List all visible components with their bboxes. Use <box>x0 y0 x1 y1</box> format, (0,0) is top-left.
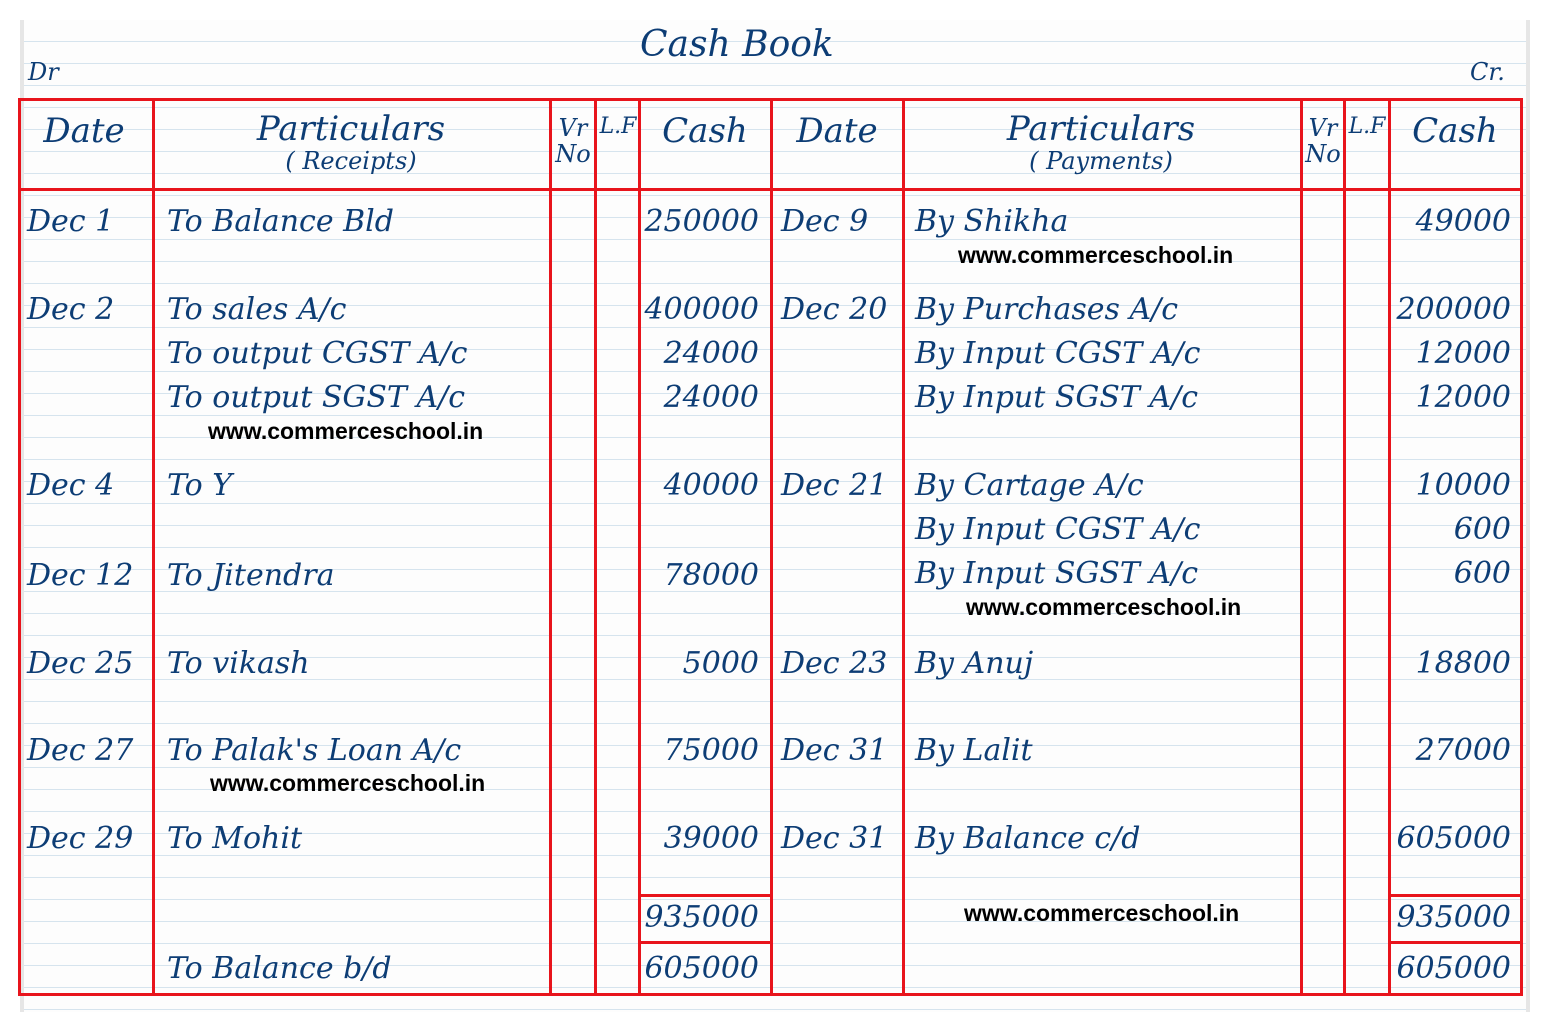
header-cash-cr: Cash <box>1412 111 1498 151</box>
receipt-cash: 40000 <box>663 468 759 503</box>
payment-particulars: By Lalit <box>915 733 1033 768</box>
page-title: Cash Book <box>640 24 834 65</box>
receipt-cash: 75000 <box>663 733 759 768</box>
payment-cash: 605000 <box>1396 821 1511 856</box>
rule-date-particulars <box>152 101 155 993</box>
payment-cash: 18800 <box>1415 646 1511 681</box>
payment-particulars: By Input SGST A/c <box>915 380 1199 415</box>
payment-date: Dec 31 <box>781 821 888 856</box>
header-rule <box>21 188 1520 191</box>
payment-particulars: By Purchases A/c <box>915 292 1179 327</box>
payment-cash: 600 <box>1453 556 1511 591</box>
payment-cash: 12000 <box>1415 336 1511 371</box>
receipt-cash: 78000 <box>663 558 759 593</box>
header-payments-label: ( Payments) <box>1029 147 1173 176</box>
payment-particulars: By Anuj <box>915 646 1034 681</box>
watermark: www.commerceschool.in <box>964 900 1240 926</box>
payment-particulars: By Input SGST A/c <box>915 556 1199 591</box>
header-particulars-cr <box>911 111 1291 175</box>
receipt-cash: 400000 <box>644 292 759 327</box>
header-vr-label: Vr <box>558 114 588 142</box>
receipt-total: 935000 <box>644 900 759 935</box>
closing-particulars: To Balance b/d <box>167 951 392 986</box>
total-rule-top-dr <box>638 894 773 897</box>
header-date-cr: Date <box>796 111 878 151</box>
receipt-date: Dec 25 <box>27 646 134 681</box>
payment-cash: 12000 <box>1415 380 1511 415</box>
header-lf-dr: L.F <box>599 114 637 139</box>
header-particulars-label: Particulars <box>256 109 446 149</box>
payment-particulars: By Shikha <box>915 204 1069 239</box>
header-no-label: No <box>555 140 591 169</box>
payment-total: 935000 <box>1396 900 1511 935</box>
header-vrno-cr <box>1303 115 1343 168</box>
receipt-particulars: To Jitendra <box>167 558 335 593</box>
receipt-cash: 24000 <box>663 380 759 415</box>
payment-particulars: By Input CGST A/c <box>915 512 1201 547</box>
rule-particulars-vr <box>549 101 552 993</box>
closing-receipt-cash: 605000 <box>644 951 759 986</box>
cash-book-table <box>18 98 1523 996</box>
receipt-cash: 250000 <box>644 204 759 239</box>
receipt-date: Dec 4 <box>27 468 115 503</box>
watermark: www.commerceschool.in <box>210 770 486 796</box>
receipt-date: Dec 12 <box>27 558 134 593</box>
header-date-dr: Date <box>43 111 125 151</box>
receipt-date: Dec 29 <box>27 821 134 856</box>
rule-vr-lf-cr <box>1343 101 1346 993</box>
receipt-date: Dec 2 <box>27 292 115 327</box>
rule-vr-lf <box>594 101 597 993</box>
credit-marker: Cr. <box>1470 58 1505 86</box>
receipt-particulars: To sales A/c <box>167 292 347 327</box>
receipt-particulars: To vikash <box>167 646 310 681</box>
rule-center <box>770 101 773 993</box>
receipt-cash: 5000 <box>682 646 759 681</box>
header-particulars-dr <box>161 111 541 175</box>
payment-cash: 200000 <box>1396 292 1511 327</box>
payment-date: Dec 9 <box>781 204 869 239</box>
header-cash-dr: Cash <box>662 111 748 151</box>
debit-marker: Dr <box>28 58 59 86</box>
rule-particulars-vr-cr <box>1300 101 1303 993</box>
payment-particulars: By Input CGST A/c <box>915 336 1201 371</box>
receipt-particulars: To Y <box>167 468 233 503</box>
total-rule-bottom-dr <box>638 941 773 944</box>
rule-date-particulars-cr <box>902 101 905 993</box>
header-vrno-dr <box>552 115 594 168</box>
receipt-date: Dec 27 <box>27 733 134 768</box>
receipt-particulars: To Balance Bld <box>167 204 394 239</box>
closing-payment-cash: 605000 <box>1396 951 1511 986</box>
receipt-date: Dec 1 <box>27 204 115 239</box>
total-rule-top-cr <box>1388 894 1520 897</box>
watermark: www.commerceschool.in <box>958 242 1234 268</box>
payment-cash: 10000 <box>1415 468 1511 503</box>
rule-lf-cash-cr <box>1388 101 1391 993</box>
receipt-particulars: To Palak's Loan A/c <box>167 733 462 768</box>
payment-date: Dec 31 <box>781 733 888 768</box>
header-no-label: No <box>1305 140 1341 169</box>
payment-date: Dec 23 <box>781 646 888 681</box>
total-rule-bottom-cr <box>1388 941 1520 944</box>
payment-cash: 600 <box>1453 512 1511 547</box>
receipt-particulars: To output CGST A/c <box>167 336 468 371</box>
payment-particulars: By Balance c/d <box>915 821 1141 856</box>
watermark: www.commerceschool.in <box>966 594 1242 620</box>
payment-particulars: By Cartage A/c <box>915 468 1144 503</box>
payment-cash: 27000 <box>1415 733 1511 768</box>
header-lf-cr: L.F <box>1348 114 1386 139</box>
receipt-cash: 24000 <box>663 336 759 371</box>
watermark: www.commerceschool.in <box>208 418 484 444</box>
receipt-cash: 39000 <box>663 821 759 856</box>
header-receipts-label: ( Receipts) <box>285 147 417 176</box>
payment-cash: 49000 <box>1415 204 1511 239</box>
header-vr-label: Vr <box>1308 114 1338 142</box>
receipt-particulars: To Mohit <box>167 821 303 856</box>
payment-date: Dec 20 <box>781 292 888 327</box>
receipt-particulars: To output SGST A/c <box>167 380 466 415</box>
header-particulars-label: Particulars <box>1006 109 1196 149</box>
payment-date: Dec 21 <box>781 468 888 503</box>
